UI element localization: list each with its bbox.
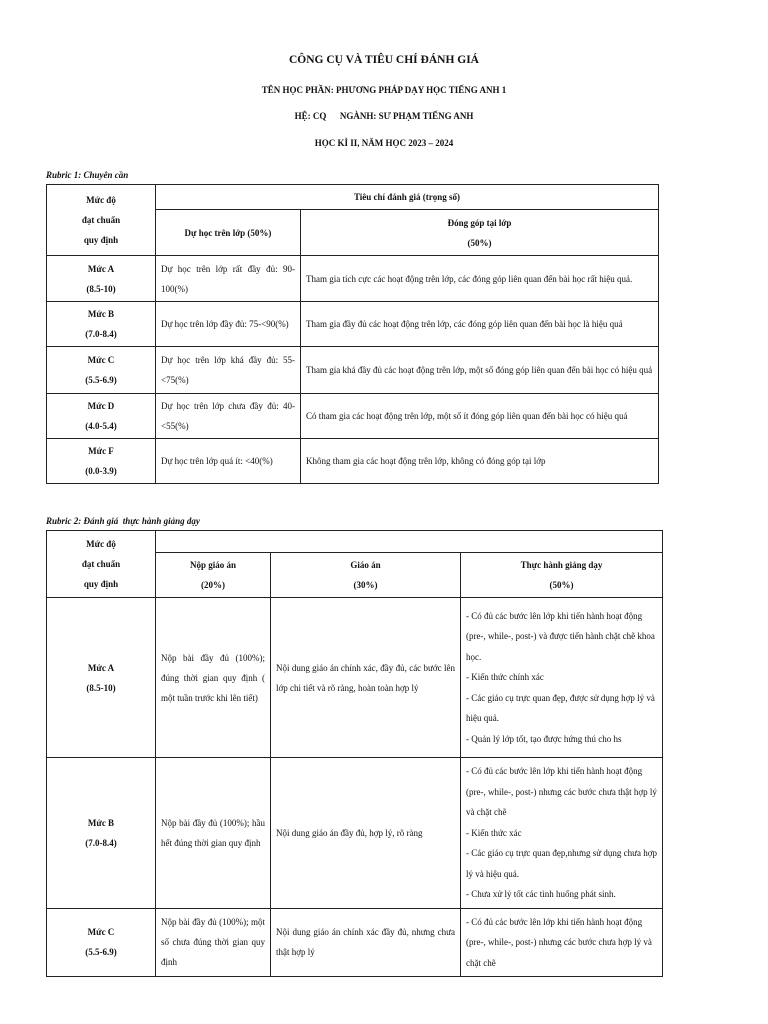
practice-item: - Các giáo cụ trực quan đẹp,nhưng sử dụng chưa hợp lý và hiệu quả. [466,848,657,879]
table-row [47,256,659,302]
program-line: HỆ: CQ NGÀNH: SƯ PHẠM TIẾNG ANH [294,111,474,121]
practice-item: - Quản lý lớp tốt, tạo được hứng thú cho hs [466,733,622,744]
header-line: (50%) [549,580,574,590]
rubric2-group-header [156,531,663,553]
header-line: (30%) [353,580,378,590]
rubric2-caption: Rubric 2: Đánh giá thực hành giảng dạy [46,516,200,526]
rubric2-level-header [47,531,156,598]
lesson-plan-cell: Nội dung giáo án chính xác, đầy đủ, các bước lên lớp chi tiết và rõ ràng, hoàn toàn hợp lý [271,598,461,758]
level-range: (5.5-6.9) [85,375,117,385]
level-cell [47,758,156,909]
level-cell [47,347,156,394]
level-range: (7.0-8.4) [85,837,117,848]
contribution-cell: Tham gia tích cực các hoạt động trên lớp, các đóng góp liên quan đến bài học rất hiệu quả. [301,256,659,302]
semester-line: HỌC KÌ II, NĂM HỌC 2023 – 2024 [314,138,454,148]
table-row [47,908,663,977]
level-cell [47,394,156,439]
level-range: (8.5-10) [86,682,116,693]
level-name: Mức B [87,817,115,828]
level-name: Mức F [88,446,114,456]
practice-item: - Kiến thức chính xác [466,672,544,683]
level-header-line: quy định [83,579,119,589]
level-header-line: Mức độ [86,539,116,549]
level-name: Mức C [87,927,115,938]
practice-cell [461,758,663,909]
rubric1-contribution-header [301,210,659,256]
lesson-plan-cell: Nội dung giáo án chính xác đầy đủ, nhưng chưa thật hợp lý [271,908,461,977]
table-row [47,394,659,439]
level-range: (4.0-5.4) [85,421,117,431]
header-line: (50%) [467,237,492,248]
course-name: TÊN HỌC PHẦN: PHƯƠNG PHÁP DẠY HỌC TIẾNG ANH 1 [261,85,507,95]
level-range: (8.5-10) [86,283,116,294]
level-name: Mức A [87,263,115,274]
level-header-line: quy định [83,235,119,245]
rubric1-level-header [47,185,156,256]
attendance-cell: Dự học trên lớp đầy đủ: 75-<90(%) [156,302,301,347]
level-name: Mức D [87,401,115,411]
practice-cell [461,598,663,758]
practice-item: - Chưa xử lý tốt các tình huống phát sinh. [466,889,616,899]
practice-cell [461,908,663,977]
level-cell [47,256,156,302]
level-header-line: Mức độ [86,195,116,205]
header-line: Nộp giáo án [189,560,236,570]
attendance-cell: Dự học trên lớp khá đầy đủ: 55-<75(%) [156,347,301,394]
practice-header [461,553,663,598]
contribution-cell: Tham gia khá đầy đủ các hoạt động trên lớp, một số đóng góp liên quan đến bài học có hiệu quả [301,347,659,394]
table-row [47,302,659,347]
level-header-line: đạt chuẩn [81,215,121,225]
contribution-cell: Có tham gia các hoạt động trên lớp, một số ít đóng góp liên quan đến bài học có hiệu quả [301,394,659,439]
submission-cell: Nộp bài đầy đủ (100%); hầu hết đúng thời gian quy định [156,758,271,909]
rubric1-group-header: Tiêu chí đánh giá (trọng số) [156,185,659,210]
table-row [47,758,663,909]
level-name: Mức C [87,355,115,365]
practice-item: - Có đủ các bước lên lớp khi tiến hành hoạt động (pre-, while-, post-) và được tiến hành chặt chẽ khoa học. [466,610,655,662]
level-cell [47,302,156,347]
header-line: Đóng góp tại lớp [447,217,512,228]
contribution-cell: Không tham gia các hoạt động trên lớp, không có đóng góp tại lớp [301,439,659,484]
rubric1-caption: Rubric 1: Chuyên cần [46,170,129,180]
table-row [47,439,659,484]
submission-header [156,553,271,598]
level-range: (0.0-3.9) [85,466,117,476]
submission-cell: Nộp bài đầy đủ (100%); một số chưa đúng thời gian quy định [156,908,271,977]
level-header-line: đạt chuẩn [81,559,121,569]
practice-item: - Có đủ các bước lên lớp khi tiến hành hoạt động (pre-, while-, post-) nhưng các bước chưa hợp lý và chặt chẽ [466,916,652,968]
document-title: CÔNG CỤ VÀ TIÊU CHÍ ĐÁNH GIÁ [289,54,479,66]
header-line: (20%) [201,580,225,590]
rubric1-attendance-header: Dự học trên lớp (50%) [156,210,301,256]
attendance-cell: Dự học trên lớp rất đầy đủ: 90-100(%) [156,256,301,302]
level-cell [47,598,156,758]
lesson-plan-cell: Nội dung giáo án đầy đủ, hợp lý, rõ ràng [271,758,461,909]
level-range: (7.0-8.4) [85,329,117,339]
level-name: Mức B [87,309,115,319]
attendance-cell: Dự học trên lớp chưa đầy đủ: 40-<55(%) [156,394,301,439]
rubric2-table [46,530,663,977]
header-line: Thực hành giảng dạy [520,560,603,570]
header-line: Giáo án [350,560,381,570]
table-row [47,347,659,394]
level-cell [47,439,156,484]
practice-item: - Có đủ các bước lên lớp khi tiến hành hoạt động (pre-, while-, post-) nhưng các bước chưa thật hợp lý và chặt chẽ [466,766,657,817]
table-row [47,598,663,758]
submission-cell: Nộp bài đầy đủ (100%); đúng thời gian quy định ( một tuần trước khi lên tiết) [156,598,271,758]
level-cell [47,908,156,977]
lesson-plan-header [271,553,461,598]
level-range: (5.5-6.9) [85,947,117,958]
practice-item: - Kiến thức xác [466,827,522,838]
attendance-cell: Dự học trên lớp quá ít: <40(%) [156,439,301,484]
practice-item: - Các giáo cụ trực quan đẹp, được sử dụng hợp lý và hiệu quả. [466,692,655,724]
rubric1-table [46,184,659,484]
contribution-cell: Tham gia đầy đủ các hoạt động trên lớp, các đóng góp liên quan đến bài học là hiệu quả [301,302,659,347]
level-name: Mức A [87,662,115,673]
